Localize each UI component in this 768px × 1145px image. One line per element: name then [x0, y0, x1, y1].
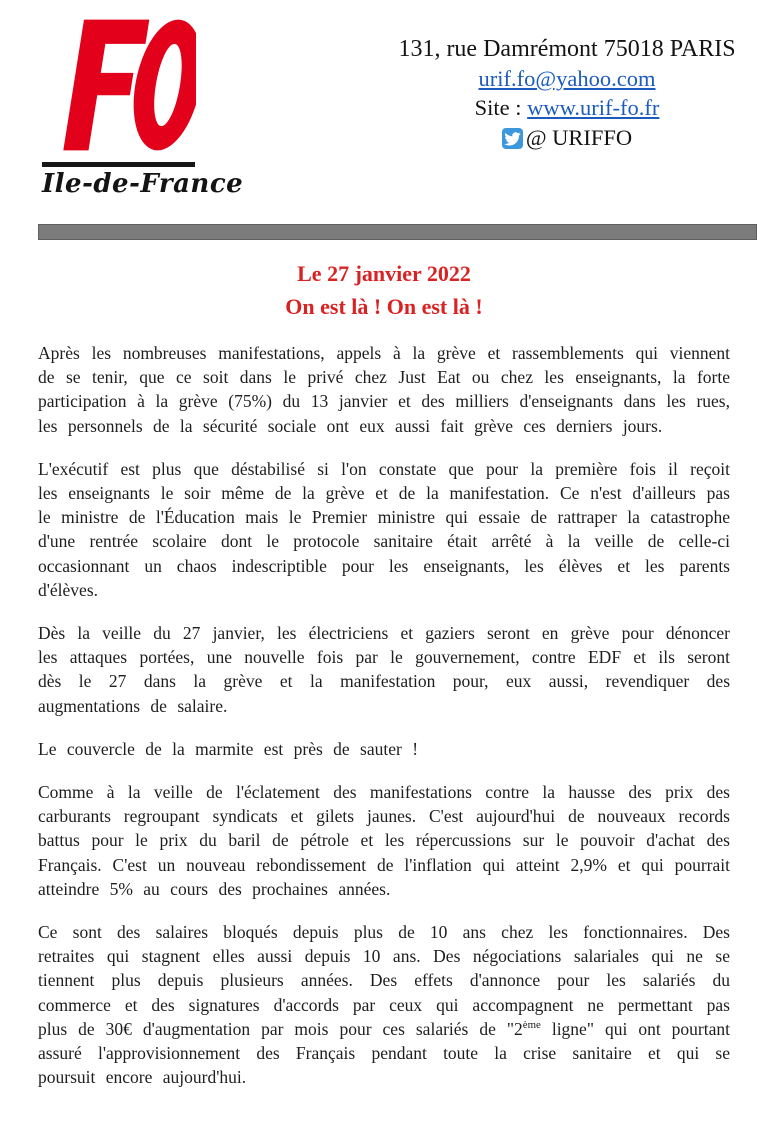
twitter-row [374, 123, 760, 152]
paragraph: L'exécutif est plus que déstabilisé si l'on constate que pour la première fois il reçoit les enseignants le soir même de la grève et de la manifestation. Ce n'est d'ailleurs pas le ministre de l'Éducation mais le Premier ministre qui essaie de rattraper la catastrophe d'une rentrée scolaire dont le protocole sanitaire était arrêté à la veille de celle-ci occasionnant un chaos indescriptible pour les enseignants, les élèves et les parents d'élèves. [38, 458, 730, 600]
document-title [0, 257, 768, 323]
title-line-1: Le 27 janvier 2022 [297, 261, 471, 286]
paragraph: Ce sont des salaires bloqués depuis plus de 10 ans chez les fonctionnaires. Des retraites qui stagnent elles aussi depuis 10 ans. Des négociations salariales qui ne se tiennent plus depuis plusieurs années. Des effets d'annonce pour les salariés du commerce et des signatures d'accords par ceux qui accompagnent ne permettant pas plus de 30€ d'augmentation par mois pour ces salariés de "2ème ligne" qui ont pourtant assuré l'approvisionnement des Français pendant toute la crise sanitaire et qui se poursuit encore aujourd'hui. [38, 922, 730, 1088]
address-line: 131, rue Damrémont 75018 PARIS [398, 36, 736, 62]
twitter-handle: @ URIFFO [525, 125, 633, 150]
fo-logo-mark [56, 14, 196, 156]
paragraph: Le couvercle de la marmite est près de sauter ! [38, 738, 419, 759]
site-line [374, 93, 760, 122]
email-link[interactable]: urif.fo@yahoo.com [478, 66, 656, 91]
body-paragraphs [38, 341, 730, 1089]
site-label: Site : [474, 95, 528, 120]
divider-bar [38, 224, 757, 240]
logo-region-label: Ile-de-France [42, 169, 244, 199]
contact-block [374, 34, 760, 152]
paragraph: Après les nombreuses manifestations, appels à la grève et rassemblements qui viennent de se tenir, que ce soit dans le privé chez Just Eat ou chez les enseignants, la forte participation à la grève (75%) du 13 janvier et des milliers d'enseignants dans les rues, les personnels de la sécurité sociale ont eux aussi fait grève ces derniers jours. [38, 343, 730, 436]
title-line-2: On est là ! On est là ! [285, 294, 483, 319]
email-line [374, 64, 760, 93]
fo-logo [40, 14, 244, 199]
paragraph: Dès la veille du 27 janvier, les électriciens et gaziers seront en grève pour dénoncer les attaques portées, une nouvelle fois par le gouvernement, contre EDF et ils seront dès le 27 dans la grève et la manifestation pour, eux aussi, revendiquer des augmentations de salaire. [38, 623, 730, 716]
paragraph: Comme à la veille de l'éclatement des manifestations contre la hausse des prix des carburants regroupant syndicats et gilets jaunes. C'est aujourd'hui de nouveaux records battus pour le prix du baril de pétrole et les répercussions sur le pouvoir d'achat des Français. C'est un nouveau rebondissement de l'inflation qui atteint 2,9% et qui pourrait atteindre 5% au cours des prochaines années. [38, 782, 730, 899]
twitter-icon[interactable] [502, 128, 523, 149]
site-link[interactable]: www.urif-fo.fr [527, 95, 660, 120]
logo-underline [42, 162, 195, 167]
